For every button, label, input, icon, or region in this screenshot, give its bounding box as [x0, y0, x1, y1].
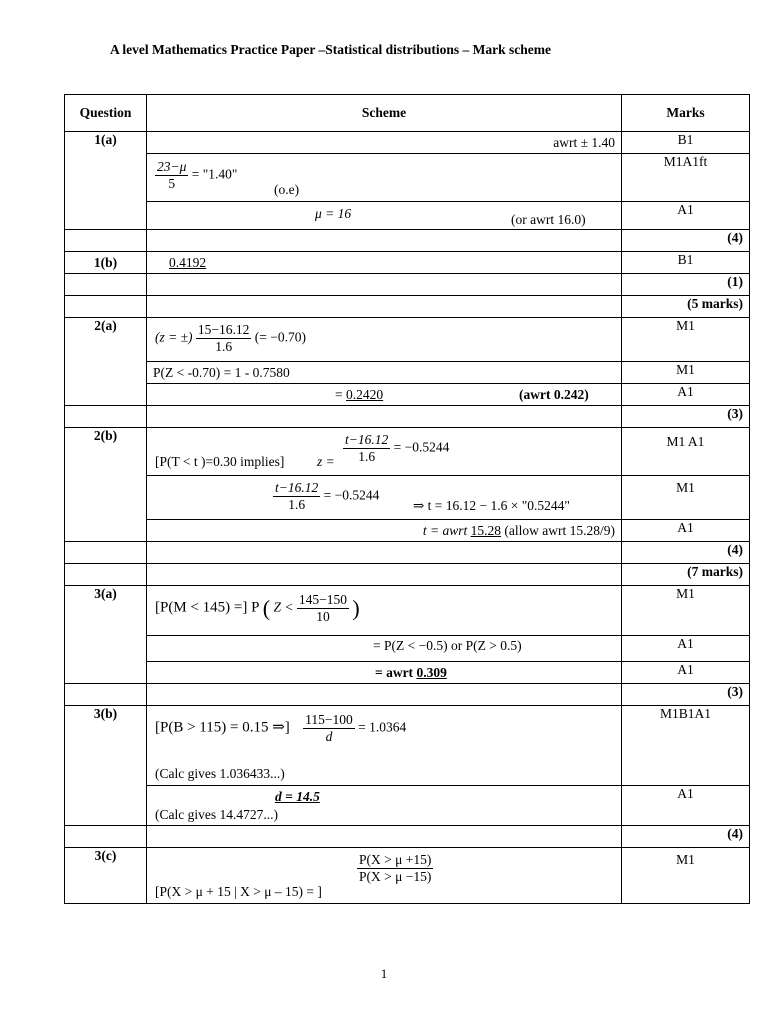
mark-cell: M1	[622, 848, 750, 904]
scheme-cell: P(Z < -0.70) = 1 - 0.7580	[147, 362, 622, 384]
table-row	[65, 586, 750, 636]
scheme-cell: $\frac{t-16.12}{1.6}$ = −0.5244 ⇒ t = 16.12 − 1.6 × "0.5244"	[147, 476, 622, 520]
table-row	[65, 296, 750, 318]
table-row	[65, 476, 750, 520]
subtotal: (1)	[622, 274, 750, 296]
scheme-cell: awrt ± 1.40	[147, 132, 622, 154]
scheme-cell: [P(M < 145) =] P ( Z < $\frac{145-150}{10}$ )	[147, 586, 622, 636]
table-row	[65, 564, 750, 586]
scheme-cell: (z = ±) $\frac{15-16.12}{1.6}$ (= −0.70)	[147, 318, 622, 362]
question-label: 2(b)	[65, 428, 147, 542]
table-row	[65, 706, 750, 786]
question-label: 1(b)	[65, 252, 147, 274]
table-row	[65, 252, 750, 274]
mark-cell: A1	[622, 636, 750, 662]
marks-header: Marks	[622, 95, 750, 132]
table-row	[65, 384, 750, 406]
table-row	[65, 154, 750, 202]
header-row	[65, 95, 750, 132]
question-total: (7 marks)	[622, 564, 750, 586]
table-row	[65, 132, 750, 154]
mark-cell: A1	[622, 202, 750, 230]
subtotal: (4)	[622, 230, 750, 252]
scheme-cell: $\frac{P(X > \mu +15)}{P(X > \mu -15)}$ [P(X > μ + 15 | X > μ – 15) = ]	[147, 848, 622, 904]
scheme-cell: [P(T < t )=0.30 implies] z = $\frac{t-16.12}{1.6}$ = −0.5244	[147, 428, 622, 476]
subtotal: (3)	[622, 684, 750, 706]
table-row	[65, 274, 750, 296]
mark-cell: M1	[622, 586, 750, 636]
table-row	[65, 662, 750, 684]
mark-cell: B1	[622, 252, 750, 274]
document-title: A level Mathematics Practice Paper –Statistical distributions – Mark scheme	[110, 42, 552, 57]
scheme-cell: t = awrt 15.28 (allow awrt 15.28/9)	[147, 520, 622, 542]
table-row	[65, 406, 750, 428]
question-label: 2(a)	[65, 318, 147, 406]
table-row	[65, 542, 750, 564]
mark-cell: M1B1A1	[622, 706, 750, 786]
subtotal: (3)	[622, 406, 750, 428]
question-total: (5 marks)	[622, 296, 750, 318]
mark-cell: M1 A1	[622, 428, 750, 476]
table-row	[65, 786, 750, 826]
table-row	[65, 520, 750, 542]
mark-cell: A1	[622, 662, 750, 684]
scheme-cell: = awrt 0.309	[147, 662, 622, 684]
table-row	[65, 428, 750, 476]
table-row	[65, 684, 750, 706]
page-number: 1	[380, 966, 388, 981]
table-row	[65, 230, 750, 252]
mark-cell: A1	[622, 384, 750, 406]
subtotal: (4)	[622, 542, 750, 564]
table-row	[65, 318, 750, 362]
mark-cell: B1	[622, 132, 750, 154]
table-row	[65, 636, 750, 662]
table-row	[65, 202, 750, 230]
table-row	[65, 362, 750, 384]
question-label: 3(b)	[65, 706, 147, 826]
question-label: 3(c)	[65, 848, 147, 904]
scheme-cell: = 0.2420 (awrt 0.242)	[147, 384, 622, 406]
mark-cell: A1	[622, 520, 750, 542]
table-row	[65, 848, 750, 904]
table-row	[65, 826, 750, 848]
subtotal: (4)	[622, 826, 750, 848]
scheme-cell: d = 14.5 (Calc gives 14.4727...)	[147, 786, 622, 826]
scheme-cell: 0.4192	[147, 252, 622, 274]
question-label: 1(a)	[65, 132, 147, 230]
mark-cell: M1A1ft	[622, 154, 750, 202]
mark-cell: M1	[622, 318, 750, 362]
scheme-cell: [P(B > 115) = 0.15 ⇒] $\frac{115-100}{d}$ = 1.0364 (Calc gives 1.036433...)	[147, 706, 622, 786]
question-label: 3(a)	[65, 586, 147, 684]
question-header: Question	[65, 95, 147, 132]
mark-cell: M1	[622, 476, 750, 520]
mark-cell: A1	[622, 786, 750, 826]
scheme-header: Scheme	[147, 95, 622, 132]
mark-scheme-table	[64, 94, 750, 904]
scheme-cell: $\frac{23-\mu}{5}$ = "1.40" (o.e)	[147, 154, 622, 202]
scheme-cell: = P(Z < −0.5) or P(Z > 0.5)	[147, 636, 622, 662]
scheme-cell: μ = 16 (or awrt 16.0)	[147, 202, 622, 230]
mark-cell: M1	[622, 362, 750, 384]
